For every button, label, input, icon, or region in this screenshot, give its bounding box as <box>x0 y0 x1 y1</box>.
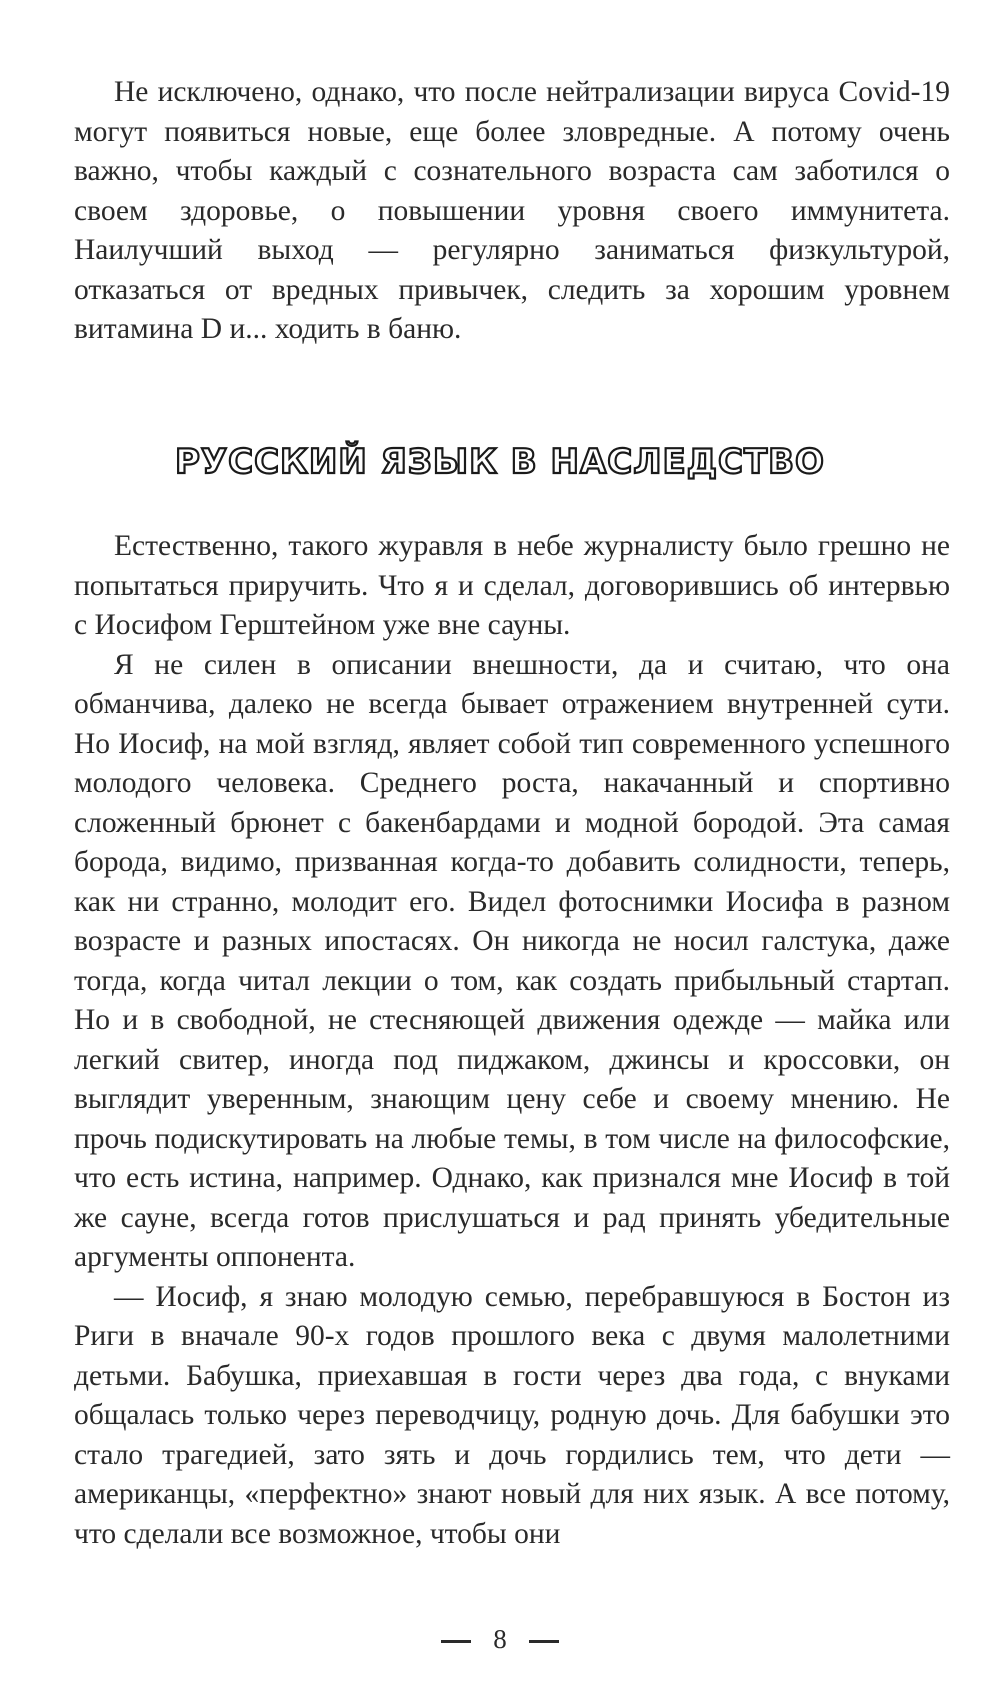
footer-dash-right <box>529 1640 559 1643</box>
section-heading-text: РУССКИЙ ЯЗЫК В НАСЛЕДСТВО <box>175 442 825 482</box>
paragraph-appearance: Я не силен в описании внешности, да и считаю, что она обманчива, далеко не всегда бывает отражением внутренней сути. Но Иосиф, на мой взгляд, являет собой тип современного успешного молодого человека. Среднего роста, накачанный и спортивно сложенный брюнет с бакенбардами и модной бородой. Эта самая борода, видимо, призванная когда-то добавить солидности, теперь, как ни странно, молодит его. Видел фотоснимки Иосифа в разном возрасте и разных ипостасях. Он никогда не носил галстука, даже тогда, когда читал лекции о том, как создать прибыльный стартап. Но и в свободной, не стесняющей движения одежде — майка или легкий свитер, иногда под пиджаком, джинсы и кроссовки, он выглядит уверенным, знающим цену себе и своему мнению. Не прочь подискутировать на любые темы, в том числе на философские, что есть истина, например. Однако, как признался мне Иосиф в той же сауне, всегда готов прислушаться и рад принять убедительные аргументы оппонента. <box>74 648 950 1273</box>
paragraph-question: — Иосиф, я знаю молодую семью, перебравшуюся в Бостон из Риги в вначале 90-х годов прошлого века с двумя малолетними детьми. Бабушка, приехавшая в гости через два года, с внуками общалась только через переводчицу, родную дочь. Для бабушки это стало трагедией, зато зять и дочь гордились тем, что дети — американцы, «перфектно» знают новый для них язык. А все потому, что сделали все возможное, чтобы они <box>74 1280 950 1550</box>
page-footer <box>0 1622 1000 1656</box>
top-text-block <box>74 73 950 350</box>
paragraph-covid: Не исключено, однако, что после нейтрализации вируса Covid-19 могут появиться новые, еще более зловредные. А потому очень важно, чтобы каждый с сознательного возраста сам заботился о своем здоровье, о повышении уровня своего иммунитета. Наилучший выход — регулярно заниматься физкультурой, отказаться от вредных привычек, следить за хорошим уровнем витамина D и... ходить в баню. <box>74 76 950 345</box>
section-heading <box>0 440 1000 484</box>
page-number: 8 <box>493 1624 507 1654</box>
main-text-block <box>74 527 950 1554</box>
paragraph-intro: Естественно, такого журавля в небе журналисту было грешно не попытаться приручить. Что я и сделал, договорившись об интервью с Иосифом Герштейном уже вне сауны. <box>74 530 950 641</box>
footer-dash-left <box>441 1640 471 1643</box>
